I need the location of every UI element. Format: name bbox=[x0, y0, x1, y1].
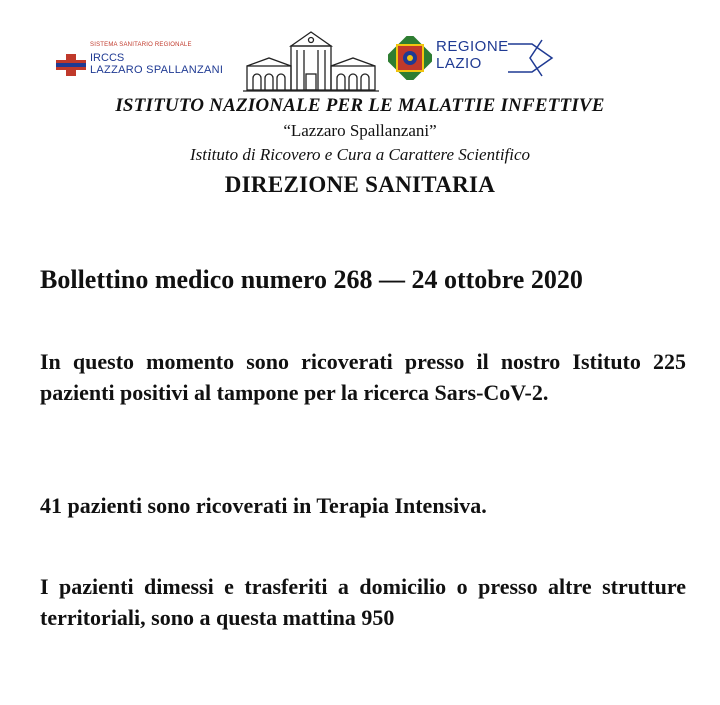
lazio-label: LAZIO bbox=[436, 55, 482, 72]
department-title: DIREZIONE SANITARIA bbox=[224, 172, 496, 197]
bulletin-paragraph-discharged: I pazienti dimessi e trasferiti a domicilio o presso altre strutture territoriali, sono a questa mattina 950 bbox=[40, 574, 686, 630]
spallanzani-label: LAZZARO SPALLANZANI bbox=[90, 64, 224, 76]
irccs-small-text: SISTEMA SANITARIO REGIONALE bbox=[90, 42, 192, 48]
regione-label: REGIONE bbox=[436, 38, 509, 55]
irccs-label: IRCCS bbox=[90, 52, 125, 64]
header-logos bbox=[0, 22, 720, 94]
bulletin-paragraph-intensive-care: 41 pazienti sono ricoverati in Terapia Intensiva. bbox=[40, 493, 487, 518]
red-cross-icon bbox=[56, 54, 86, 76]
irccs-spallanzani-logo bbox=[52, 40, 242, 80]
regione-lazio-logo bbox=[388, 36, 558, 84]
institute-type: Istituto di Ricovero e Cura a Carattere Scientifico bbox=[189, 145, 531, 164]
lazio-emblem-icon bbox=[388, 36, 432, 80]
institute-building-icon bbox=[243, 26, 379, 92]
institute-name: ISTITUTO NAZIONALE PER LE MALATTIE INFETTIVE bbox=[115, 95, 605, 116]
institute-subname: “Lazzaro Spallanzani” bbox=[283, 121, 437, 140]
regione-lazio-text bbox=[436, 38, 509, 72]
bulletin-paragraph-hospitalized: In questo momento sono ricoverati presso il nostro Istituto 225 pazienti positivi al tampone per la ricerca Sars-CoV-2. bbox=[40, 349, 686, 405]
bulletin-title: Bollettino medico numero 268 — 24 ottobre 2020 bbox=[40, 265, 583, 294]
lazio-arrows-icon bbox=[508, 38, 554, 78]
